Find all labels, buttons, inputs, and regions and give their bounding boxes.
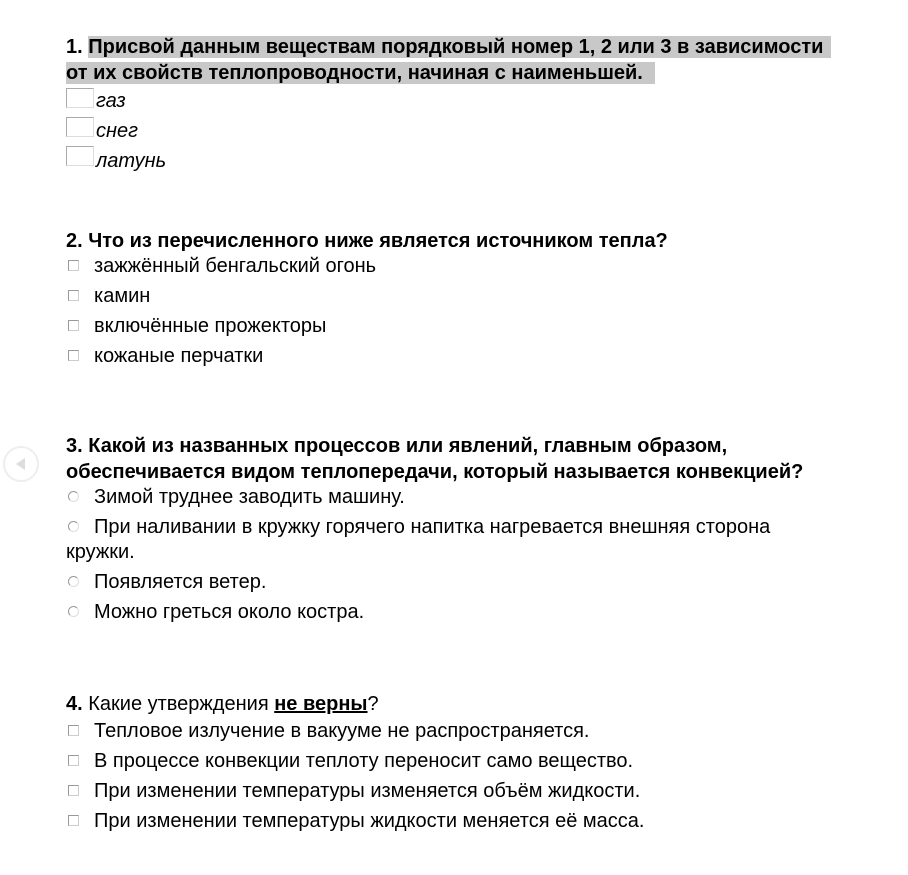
checkbox[interactable] [68,725,79,736]
checkbox[interactable] [68,755,79,766]
radio-option[interactable]: Зимой труднее заводить машину. [66,484,405,510]
order-input-2[interactable] [66,117,94,137]
radio-option[interactable]: Можно греться около костра. [66,599,364,625]
checkbox[interactable] [68,785,79,796]
checkbox-option[interactable]: При изменении температуры жидкости меняется её масса. [66,808,644,834]
question-1-title-line2: от их свойств теплопроводности, начиная с наименьшей. [66,60,655,86]
radio-option[interactable]: Появляется ветер. [66,569,266,595]
radio[interactable] [68,521,79,532]
radio[interactable] [68,491,79,502]
question-4-title: 4. Какие утверждения не верны? [66,693,379,715]
checkbox[interactable] [68,290,79,301]
checkbox-option[interactable]: зажжённый бенгальский огонь [66,253,376,279]
checkbox[interactable] [68,260,79,271]
question-1-title-line1: 1. Присвой данным веществам порядковый номер 1, 2 или 3 в зависимости [66,34,831,60]
answer-label: газ [96,90,126,112]
checkbox-option[interactable]: При изменении температуры изменяется объём жидкости. [66,778,640,804]
radio-option[interactable]: При наливании в кружку горячего напитка нагревается внешняя сторона [66,514,770,540]
checkbox-option[interactable]: В процессе конвекции теплоту переносит само вещество. [66,748,633,774]
answer-label: латунь [96,150,167,172]
radio[interactable] [68,576,79,587]
order-input-3[interactable] [66,146,94,166]
checkbox-option[interactable]: включённые прожекторы [66,313,326,339]
checkbox-option[interactable]: кожаные перчатки [66,343,263,369]
checkbox[interactable] [68,350,79,361]
checkbox-option[interactable]: камин [66,283,150,309]
radio-option-continuation: кружки. [66,541,135,563]
previous-page-button[interactable] [3,446,39,482]
checkbox[interactable] [68,320,79,331]
order-input-1[interactable] [66,88,94,108]
question-3-title-line2: обеспечивается видом теплопередачи, который называется конвекцией? [66,461,804,483]
answer-label: снег [96,120,138,142]
radio[interactable] [68,606,79,617]
checkbox[interactable] [68,815,79,826]
checkbox-option[interactable]: Тепловое излучение в вакууме не распространяется. [66,718,590,744]
question-2-title: 2. Что из перечисленного ниже является источником тепла? [66,230,668,252]
question-3-title-line1: 3. Какой из названных процессов или явлений, главным образом, [66,435,728,457]
